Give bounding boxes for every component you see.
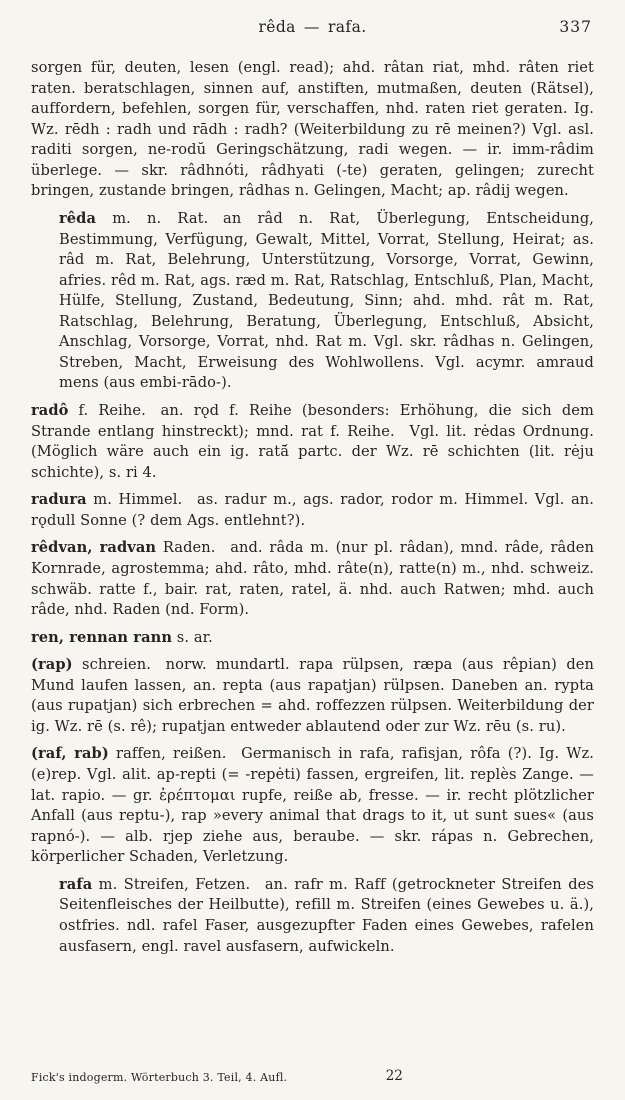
dict-entry-ren [31,628,594,649]
entry-text: s. ar. [172,628,213,646]
dict-entry-raf-rab [31,744,594,867]
dict-entry-rafa [59,875,594,957]
headword-rafa: rafa [59,875,93,893]
headword-rap: (rap) [31,656,73,674]
header-title: rêda — rafa. [258,18,367,36]
headword-radura: radura [31,491,87,509]
entry-text: m. Himmel. as. radur m., ags. rador, rodor m. Himmel. Vgl. an. rǫdull Sonne (? dem Ags. entlehnt?). [31,491,594,529]
footer-page-number: 22 [385,1068,403,1084]
entry-text: f. Reihe. an. rǫd f. Reihe (besonders: Erhöhung, die sich dem Strande entlang hinstreckt); mnd. rat f. Reihe. Vgl. lit. rėdas Ordnung. (Möglich wäre auch ein ig. ratā́ partc. der Wz. rē schichten (lit. rėju schichte), s. ri 4. [31,402,594,481]
headword-ren: ren, rennan rann [31,628,173,646]
entry-text: Raden. and. râda m. (nur pl. râdan), mnd. râde, râden Kornrade, agrostemma; ahd. râto, mhd. râte(n), ratte(n) m., nhd. schweiz. schwäb. ratte f., bair. rat, raten, ratel, ä. nhd. auch Ratwen; mhd. auch râde, nhd. Raden (nd. Form). [31,539,595,619]
entry-text: schreien. norw. mundartl. rapa rülpsen, ræpa (aus rêpian) den Mund laufen lassen, an. repta (aus rapatjan) rülpsen. Daneben an. rypta (aus rupatjan) sich erbrechen = ahd. roffezzen rülpsen. Weiterbildung der ig. Wz. rē (s. rê); rupatjan entweder ablautend oder zur Wz. rēu (s. ru). [31,656,594,735]
entry-text: raffen, reißen. Germanisch in rafa, rafisjan, rôfa (?). Ig. Wz. (e)rep. Vgl. alit. ap-repti (= -repėti) fassen, ergreifen, lit. replès Zange. — lat. rapio. — gr. ἐρέπτομαι rupfe, reiße ab, fresse. — ir. recht plötzlicher Anfall (aus reptu-), rap »every animal that drags to it, ut sunt sues« (aus rapnó-). — alb. rjep ziehe aus, beraube. — skr. rápas n. Gebrechen, körperlicher Schaden, Verletzung. [31,745,594,866]
headword-reda: rêda [59,209,97,227]
dict-entry-rap [31,655,594,737]
dict-entry-rado [31,401,594,483]
page-footer [31,1066,594,1084]
page-number: 337 [559,18,592,36]
entry-text: m. n. Rat. an râd n. Rat, Überlegung, Entscheidung, Bestimmung, Verfügung, Gewalt, Mittel, Vorrat, Stellung, Heirat; as. râd m. Rat, Belehrung, Unterstützung, Vorsorge, Vorrat, Gewinn, afries. rêd m. Rat, ags. ræd m. Rat, Ratschlag, Entschluß, Plan, Macht, Hülfe, Stellung, Zustand, Bedeutung, Sinn; ahd. mhd. rât m. Rat, Ratschlag, Belehrung, Beratung, Überlegung, Entschluß, Absicht, Anschlag, Vorsorge, Vorrat, nhd. Rat m. Vgl. skr. râdhas n. Gelingen, Streben, Macht, Erweisung des Wohlwollens. Vgl. acymr. amraud mens (aus embi-rādo-). [59,209,594,392]
dict-entry-radura [31,490,594,531]
dict-entry-reda [59,209,594,394]
headword-rado: radô [31,402,69,419]
paragraph-text: sorgen für, deuten, lesen (engl. read); ahd. râtan riat, mhd. râten riet raten. beratschlagen, sinnen auf, anstiften, mutmaßen, deuten (Rätsel), auffordern, befehlen, sorgen für, verschaffen, nhd. raten riet geraten. Ig. Wz. rēdh : radh und rādh : radh? (Weiterbildung zu rē meinen?) Vgl. asl. raditi sorgen, ne-rodŭ Geringschätzung, radi wegen. — ir. imm-râdim überlege. — skr. râdhnóti, râdhyati (-te) geraten, gelingen; zurecht bringen, zustande bringen, râdhas n. Gelingen, Macht; ap. râdij wegen. [31,59,594,200]
entry-text: m. Streifen, Fetzen. an. rafr m. Raff (getrockneter Streifen des Seitenfleisches der Heilbutte), refill m. Streifen (eines Gewebes u. ä.), ostfries. ndl. rafel Faser, ausgezupfter Faden eines Gewebes, rafelen ausfasern, engl. ravel ausfasern, aufwickeln. [59,875,594,955]
footer-signature: Fick's indogerm. Wörterbuch 3. Teil, 4. Aufl. [31,1071,288,1084]
dict-entry-redvan [31,538,594,620]
page-body [31,58,594,957]
running-header [31,18,594,42]
headword-redvan: rêdvan, radvan [31,539,157,557]
headword-raf-rab: (raf, rab) [31,745,109,763]
paragraph-continuation [31,58,594,202]
